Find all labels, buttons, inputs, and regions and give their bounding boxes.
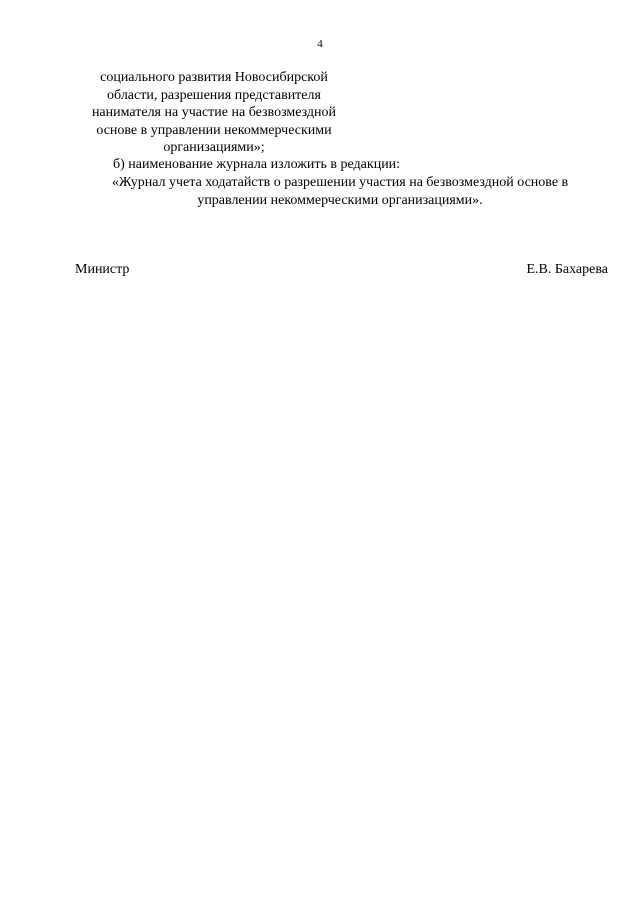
text-line: социального развития Новосибирской <box>100 70 328 85</box>
paragraph-b: б) наименование журнала изложить в редакции: <box>113 157 401 172</box>
text-line: области, разрешения представителя <box>107 87 321 103</box>
text-line: основе в управлении некоммерческими <box>96 122 332 138</box>
text-line: «Журнал учета ходатайств о разрешении участия на безвозмездной основе в <box>111 175 569 190</box>
page-number: 4 <box>317 38 323 50</box>
text-line: управлении некоммерческими организациями». <box>197 192 483 208</box>
text-line: организациями»; <box>163 140 265 155</box>
signature-title: Министр <box>75 262 130 277</box>
signature-name: Е.В. Бахарева <box>526 262 608 277</box>
continued-text-block <box>72 69 356 157</box>
text-line: нанимателя на участие на безвозмездной <box>91 105 337 120</box>
journal-title-block <box>72 174 608 209</box>
